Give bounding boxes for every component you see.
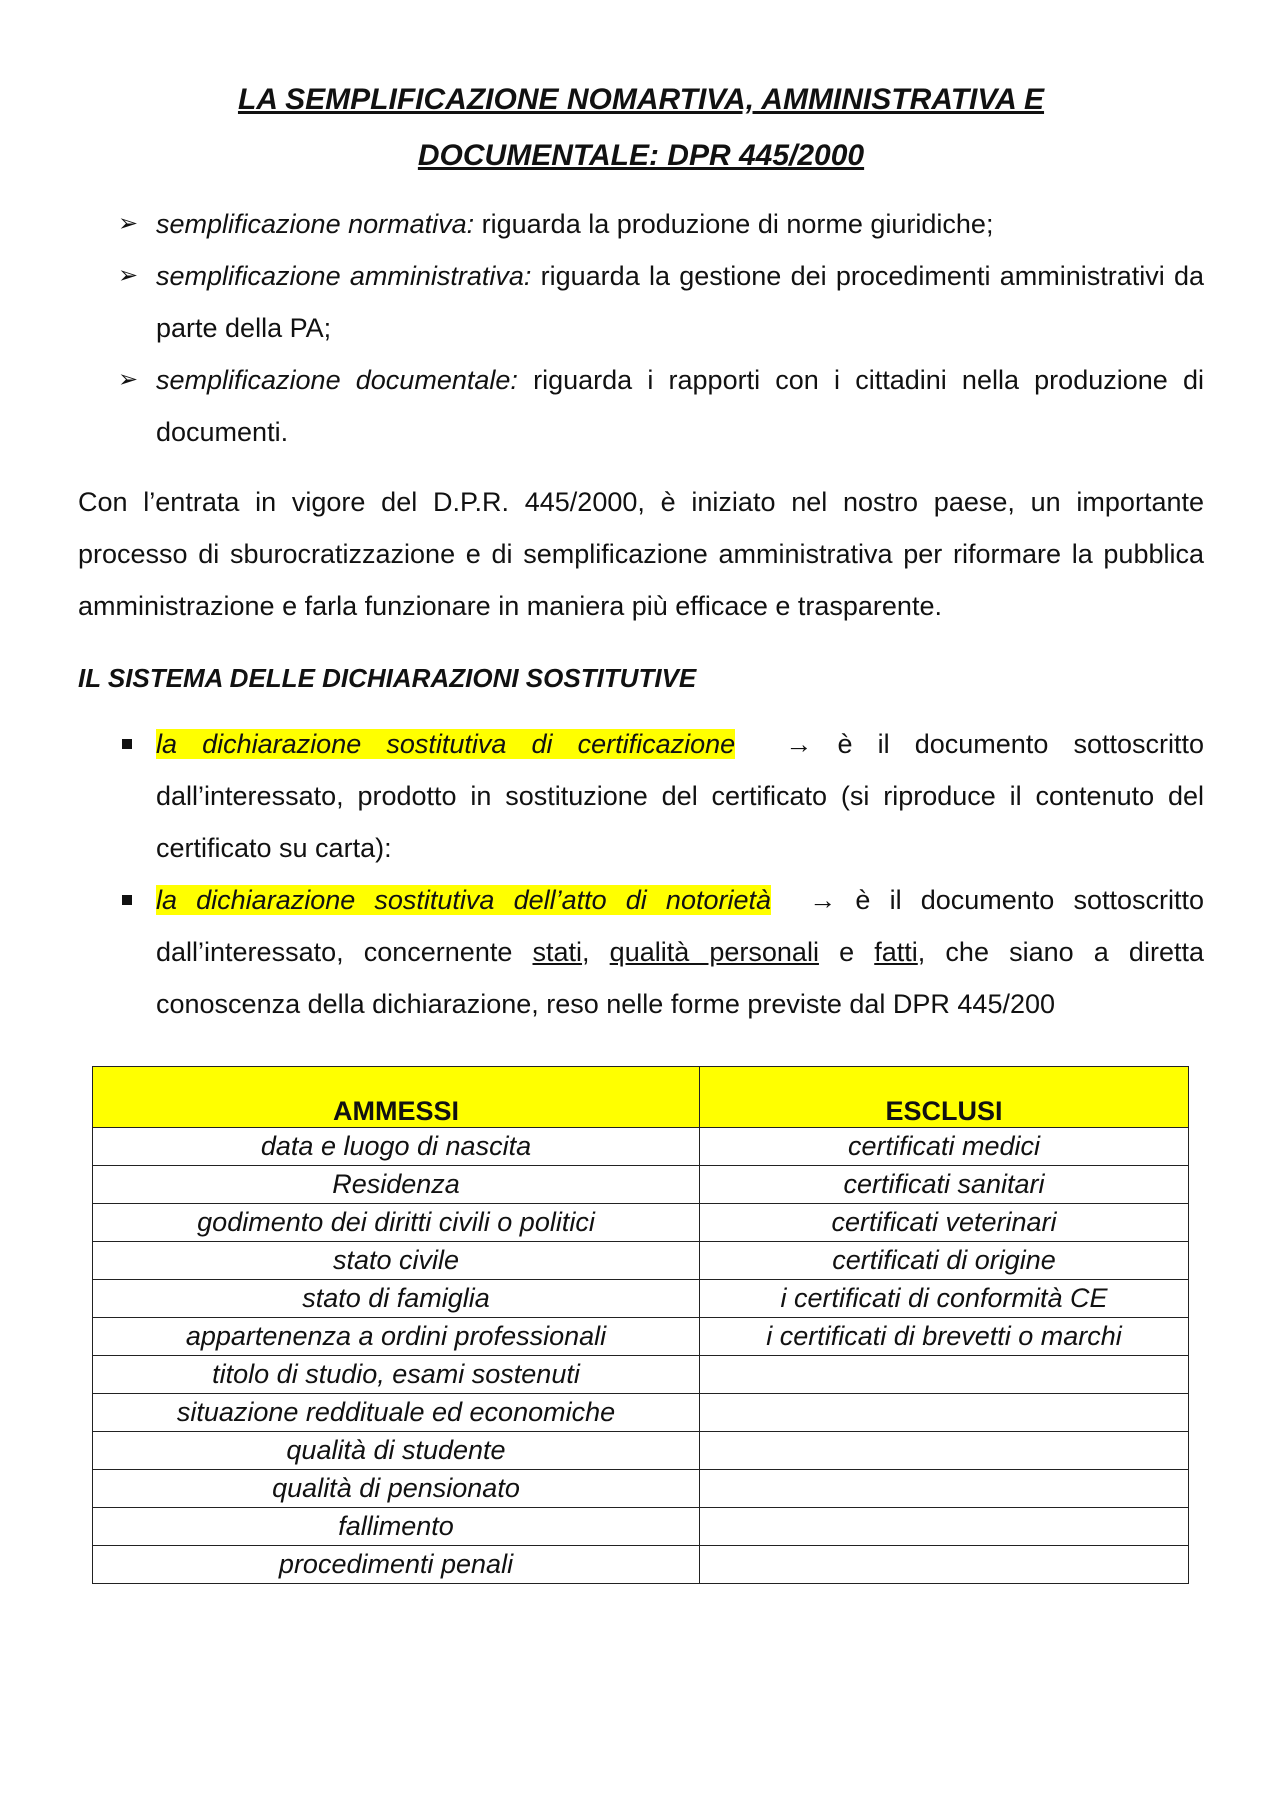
document-title	[78, 72, 1204, 184]
table-row	[93, 1204, 1189, 1242]
table-row	[93, 1432, 1189, 1470]
table-cell	[700, 1394, 1189, 1432]
table-cell: godimento dei diritti civili o politici	[93, 1204, 700, 1242]
table-cell: stato civile	[93, 1242, 700, 1280]
table-cell: fallimento	[93, 1508, 700, 1546]
bullet-term: semplificazione documentale:	[156, 365, 518, 395]
list-item	[78, 250, 1204, 354]
title-line-1: LA SEMPLIFICAZIONE NOMARTIVA, AMMINISTRATIVA E	[237, 83, 1045, 116]
underlined-term: stati	[532, 937, 583, 967]
arrow-icon: →	[809, 885, 837, 915]
arrowhead-bullet-icon: ➢	[118, 262, 139, 289]
table-cell: procedimenti penali	[93, 1546, 700, 1584]
declaration-text: è il documento sottoscritto dall’interessato, concernente	[156, 885, 1204, 967]
table-cell	[700, 1470, 1189, 1508]
table-row	[93, 1318, 1189, 1356]
square-bullet-icon	[122, 739, 132, 749]
highlighted-term: la dichiarazione sostitutiva di certificazione	[156, 729, 736, 759]
table-cell	[700, 1356, 1189, 1394]
declaration-text: è il documento sottoscritto dall’interessato, prodotto in sostituzione del certificato (si riproduce il contenuto del certificato su carta):	[156, 729, 1204, 863]
table-cell: certificati di origine	[700, 1242, 1189, 1280]
bullet-term: semplificazione amministrativa:	[156, 261, 532, 291]
simplification-list	[78, 198, 1204, 458]
declaration-text: , che siano a diretta conoscenza della dichiarazione, reso nelle forme previste dal DPR 445/200	[156, 937, 1204, 1019]
table-cell: certificati medici	[700, 1128, 1189, 1166]
square-bullet-icon	[122, 895, 132, 905]
table-cell: qualità di pensionato	[93, 1470, 700, 1508]
table-cell: certificati veterinari	[700, 1204, 1189, 1242]
table-cell: appartenenza a ordini professionali	[93, 1318, 700, 1356]
separator-text: e	[818, 937, 875, 967]
bullet-text: riguarda i rapporti con i cittadini nella produzione di documenti.	[156, 365, 1204, 447]
table-row	[93, 1508, 1189, 1546]
ammessi-esclusi-table	[92, 1066, 1189, 1584]
table-cell	[700, 1432, 1189, 1470]
column-header-ammessi: AMMESSI	[93, 1067, 700, 1128]
intro-paragraph: Con l’entrata in vigore del D.P.R. 445/2000, è iniziato nel nostro paese, un importante processo di sburocratizzazione e di semplificazione amministrativa per riformare la pubblica amministrazione e farla funzionare in maniera più efficace e trasparente.	[78, 487, 1204, 621]
table-row	[93, 1166, 1189, 1204]
table-cell: i certificati di conformità CE	[700, 1280, 1189, 1318]
table-cell: qualità di studente	[93, 1432, 700, 1470]
table-cell: Residenza	[93, 1166, 700, 1204]
highlighted-term: la dichiarazione sostitutiva dell’atto di notorietà	[156, 885, 772, 915]
table-cell: situazione reddituale ed economiche	[93, 1394, 700, 1432]
section-title: IL SISTEMA DELLE DICHIARAZIONI SOSTITUTIVE	[78, 663, 697, 693]
declaration-item-certificazione	[78, 718, 1204, 874]
document-page	[78, 72, 1204, 1584]
table-header-row	[93, 1067, 1189, 1128]
bullet-text: riguarda la gestione dei procedimenti amministrativi da parte della PA;	[156, 261, 1205, 343]
table-row	[93, 1280, 1189, 1318]
table-cell: i certificati di brevetti o marchi	[700, 1318, 1189, 1356]
list-item	[78, 354, 1204, 458]
declaration-item-notorieta	[78, 874, 1204, 1030]
table-cell: data e luogo di nascita	[93, 1128, 700, 1166]
arrowhead-bullet-icon: ➢	[118, 366, 139, 393]
table-row	[93, 1356, 1189, 1394]
bullet-term: semplificazione normativa:	[156, 209, 475, 239]
table-row	[93, 1546, 1189, 1584]
declarations-list	[78, 718, 1204, 1030]
arrow-icon: →	[785, 729, 813, 759]
table-cell: certificati sanitari	[700, 1166, 1189, 1204]
table-row	[93, 1470, 1189, 1508]
arrowhead-bullet-icon: ➢	[118, 210, 139, 237]
table-cell: stato di famiglia	[93, 1280, 700, 1318]
table-row	[93, 1394, 1189, 1432]
title-line-2: DOCUMENTALE: DPR 445/2000	[417, 139, 865, 172]
column-header-esclusi: ESCLUSI	[700, 1067, 1189, 1128]
underlined-term: qualità personali	[609, 937, 819, 967]
table-row	[93, 1128, 1189, 1166]
table-cell	[700, 1546, 1189, 1584]
table-cell: titolo di studio, esami sostenuti	[93, 1356, 700, 1394]
table-cell	[700, 1508, 1189, 1546]
separator-text: ,	[582, 937, 610, 967]
underlined-term: fatti	[874, 937, 918, 967]
table-row	[93, 1242, 1189, 1280]
bullet-text: riguarda la produzione di norme giuridiche;	[474, 209, 994, 239]
list-item	[78, 198, 1204, 250]
